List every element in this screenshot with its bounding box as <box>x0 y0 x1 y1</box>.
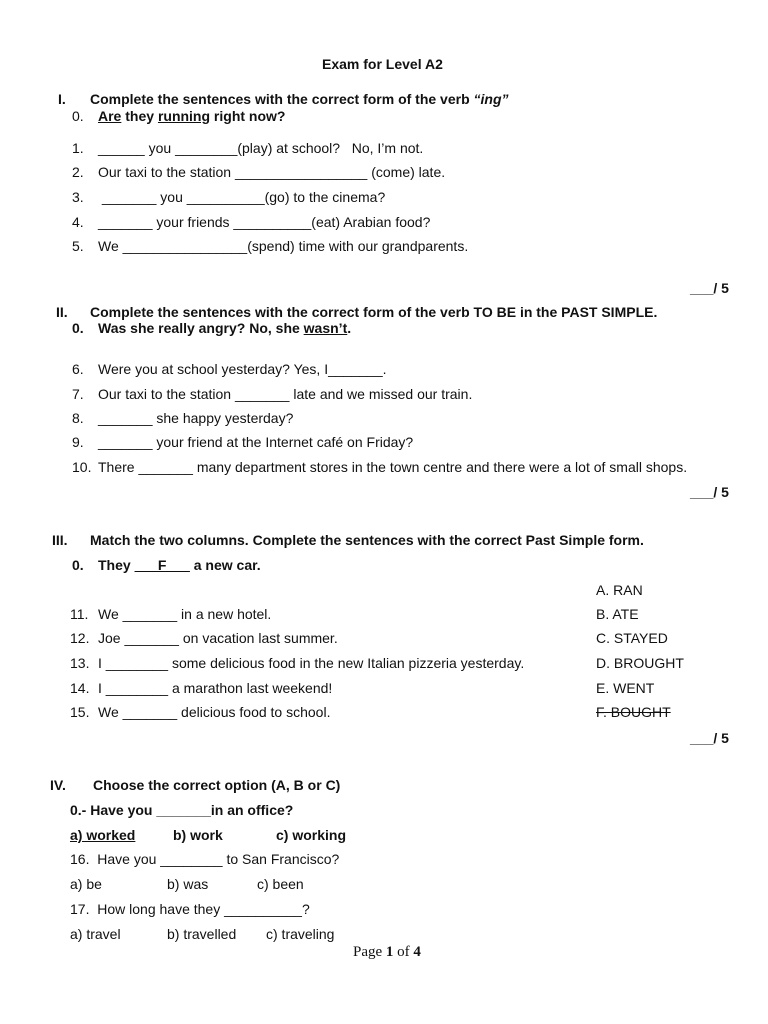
question-number: 8. <box>72 410 84 426</box>
example-option-a: a) worked <box>70 827 136 843</box>
question-number: 11. <box>70 606 89 622</box>
question-text: We ________________(spend) time with our grandparents. <box>98 238 469 254</box>
section-number: IV. <box>50 777 66 793</box>
question-number: 2. <box>72 164 84 180</box>
option-a: a) travel <box>70 926 121 942</box>
option-c: c) traveling <box>266 926 335 942</box>
section-number: II. <box>56 304 68 320</box>
page-number: Page 1 of 4 <box>353 944 421 960</box>
question-number: 10. <box>72 459 92 475</box>
example-number: 0. <box>72 320 84 336</box>
score-box: ___/ 5 <box>690 730 729 746</box>
question-number: 3. <box>72 189 84 205</box>
option-f-used: F. BOUGHT <box>596 704 671 720</box>
section-number: III. <box>52 532 68 548</box>
question-text: 17. How long have they __________? <box>70 901 310 917</box>
example-sentence: They ___F___ a new car. <box>98 557 261 573</box>
question-text: _______ your friend at the Internet café on Friday? <box>98 434 414 450</box>
example-number: 0. <box>72 557 84 573</box>
question-text: Our taxi to the station _________________ (come) late. <box>98 164 446 180</box>
option-e: E. WENT <box>596 680 655 696</box>
question-number: 1. <box>72 140 84 156</box>
option-d: D. BROUGHT <box>596 655 684 671</box>
question-text: ______ you ________(play) at school? No, I’m not. <box>98 140 424 156</box>
emphasis-text: “ing” <box>473 91 509 107</box>
section-instruction: Complete the sentences with the correct form of the verb “ing” <box>90 91 509 107</box>
option-b: b) was <box>167 876 209 892</box>
question-number: 15. <box>70 704 90 720</box>
option-a: a) be <box>70 876 102 892</box>
option-b: B. ATE <box>596 606 639 622</box>
question-text: Joe _______ on vacation last summer. <box>98 630 338 646</box>
example-question: 0.- Have you _______in an office? <box>70 802 294 818</box>
page-title: Exam for Level A2 <box>322 56 443 72</box>
question-text: _______ your friends __________(eat) Arabian food? <box>98 214 431 230</box>
example-sentence: Are they running right now? <box>98 108 286 124</box>
question-number: 4. <box>72 214 84 230</box>
question-number: 5. <box>72 238 84 254</box>
question-number: 9. <box>72 434 84 450</box>
option-c: c) been <box>257 876 304 892</box>
question-text: We _______ in a new hotel. <box>98 606 272 622</box>
question-text: _______ she happy yesterday? <box>98 410 294 426</box>
section-instruction: Match the two columns. Complete the sentences with the correct Past Simple form. <box>90 532 644 548</box>
score-box: ___/ 5 <box>690 484 729 500</box>
question-text: Our taxi to the station _______ late and we missed our train. <box>98 386 473 402</box>
example-number: 0. <box>72 108 84 124</box>
option-b: b) travelled <box>167 926 237 942</box>
option-c: C. STAYED <box>596 630 668 646</box>
example-option-b: b) work <box>173 827 223 843</box>
question-number: 12. <box>70 630 90 646</box>
question-number: 13. <box>70 655 90 671</box>
question-text: _______ you __________(go) to the cinema? <box>98 189 386 205</box>
question-text: 16. Have you ________ to San Francisco? <box>70 851 340 867</box>
question-text: Were you at school yesterday? Yes, I_______. <box>98 361 387 377</box>
question-text: There _______ many department stores in the town centre and there were a lot of small shops. <box>98 459 688 475</box>
question-number: 14. <box>70 680 90 696</box>
section-number: I. <box>58 91 66 107</box>
score-box: ___/ 5 <box>690 280 729 296</box>
example-sentence: Was she really angry? No, she wasn’t. <box>98 320 352 336</box>
question-text: I ________ some delicious food in the new Italian pizzeria yesterday. <box>98 655 525 671</box>
section-instruction: Choose the correct option (A, B or C) <box>93 777 341 793</box>
question-number: 7. <box>72 386 84 402</box>
question-number: 6. <box>72 361 84 377</box>
question-text: I ________ a marathon last weekend! <box>98 680 333 696</box>
section-instruction: Complete the sentences with the correct form of the verb TO BE in the PAST SIMPLE. <box>90 304 658 320</box>
option-a: A. RAN <box>596 582 643 598</box>
example-option-c: c) working <box>276 827 347 843</box>
question-text: We _______ delicious food to school. <box>98 704 331 720</box>
